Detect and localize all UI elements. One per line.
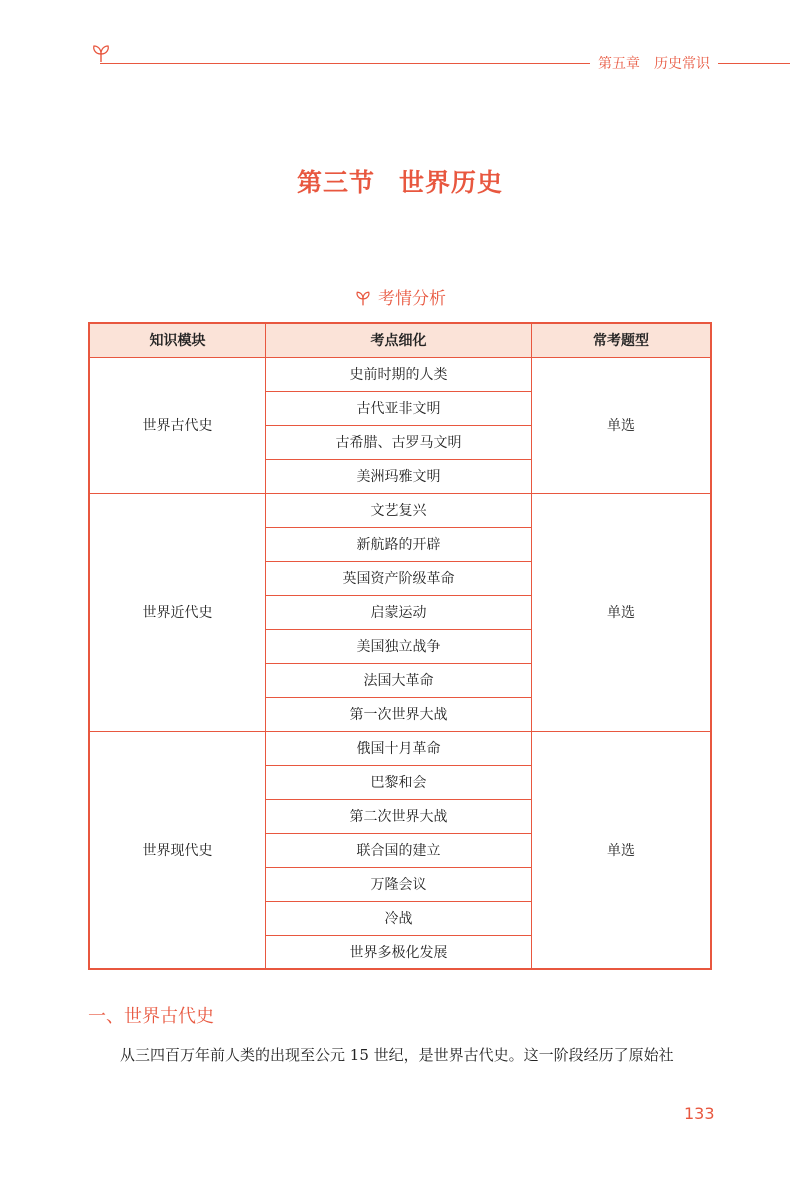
header-rule-right: [718, 63, 790, 64]
table-row: [89, 493, 711, 527]
sprout-icon: [354, 289, 372, 307]
header-chapter: 第五章: [598, 56, 640, 72]
header-rule-left: [100, 63, 590, 64]
table-row: [89, 357, 711, 391]
point-cell: 美国独立战争: [265, 629, 531, 663]
point-cell: 文艺复兴: [265, 493, 531, 527]
page-number: 133: [684, 1104, 715, 1123]
type-cell: 单选: [532, 493, 711, 731]
header-cell-points: 考点细化: [265, 323, 531, 357]
running-header: [598, 53, 724, 73]
table-row: [89, 731, 711, 765]
type-cell: 单选: [532, 357, 711, 493]
section-title: [0, 163, 800, 199]
header-topic: 历史常识: [654, 56, 710, 72]
point-cell: 世界多极化发展: [265, 935, 531, 969]
section-name: 世界历史: [399, 168, 504, 197]
point-cell: 美洲玛雅文明: [265, 459, 531, 493]
point-cell: 巴黎和会: [265, 765, 531, 799]
point-cell: 万隆会议: [265, 867, 531, 901]
point-cell: 联合国的建立: [265, 833, 531, 867]
analysis-title: [0, 284, 800, 309]
point-cell: 第一次世界大战: [265, 697, 531, 731]
module-cell: 世界古代史: [89, 357, 265, 493]
table-header-row: [89, 323, 711, 357]
header-cell-module: 知识模块: [89, 323, 265, 357]
sprout-icon: [90, 42, 112, 64]
point-cell: 古希腊、古罗马文明: [265, 425, 531, 459]
point-cell: 第二次世界大战: [265, 799, 531, 833]
point-cell: 英国资产阶级革命: [265, 561, 531, 595]
point-cell: 启蒙运动: [265, 595, 531, 629]
body-paragraph: 从三四百万年前人类的出现至公元 15 世纪，是世界古代史。这一阶段经历了原始社: [120, 1046, 674, 1064]
point-cell: 新航路的开辟: [265, 527, 531, 561]
point-cell: 俄国十月革命: [265, 731, 531, 765]
point-cell: 史前时期的人类: [265, 357, 531, 391]
heading-ancient-history: 一、世界古代史: [88, 1006, 214, 1027]
point-cell: 法国大革命: [265, 663, 531, 697]
module-cell: 世界现代史: [89, 731, 265, 969]
exam-analysis-table: [88, 322, 712, 970]
point-cell: 冷战: [265, 901, 531, 935]
point-cell: 古代亚非文明: [265, 391, 531, 425]
section-number: 第三节: [296, 168, 375, 197]
analysis-title-text: 考情分析: [378, 289, 446, 309]
type-cell: 单选: [532, 731, 711, 969]
header-cell-type: 常考题型: [532, 323, 711, 357]
module-cell: 世界近代史: [89, 493, 265, 731]
table-body: [89, 357, 711, 969]
